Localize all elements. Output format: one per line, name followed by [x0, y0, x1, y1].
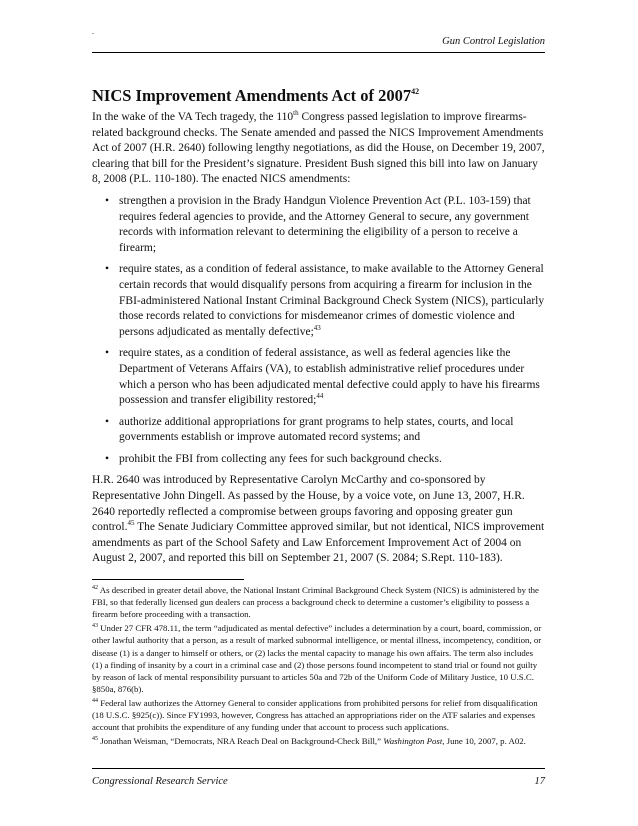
page-content [92, 86, 545, 749]
footnote-text-end: , June 10, 2007, p. A02. [442, 736, 526, 747]
footnote-ref-45[interactable]: 45 [127, 519, 135, 528]
footnote-text: As described in greater detail above, the National Instant Criminal Background Check System (NICS) is administered by the FBI, so that federally licensed gun dealers can process a background check to determine a customer’s eligibility to possess a firearm before proceeding with a transaction. [92, 585, 539, 620]
list-item [92, 262, 545, 340]
stray-mark: . [92, 27, 94, 36]
list-item [92, 346, 545, 408]
closing-paragraph [92, 473, 545, 567]
footnote-ref-42[interactable]: 42 [411, 87, 420, 96]
intro-paragraph [92, 110, 545, 188]
footnote-text: Under 27 CFR 478.11, the term “adjudicated as mental defective” includes a determination by a court, board, commission, or other lawful authority that a person, as a result of marked subnormal intelligence, or mental illness, incompetency, condition, or disease (1) is a danger to himself or others, or (2) lacks the mental capacity to manage his own affairs. The term also includes (1) a finding of insanity by a court in a criminal case and (2) those persons found incompetent to stand trial or found not guilty by reason of lack of mental responsibility pursuant to articles 50a and 72b of the Uniform Code of Military Justice, 10 U.S.C. §850a, 876(b). [92, 623, 542, 694]
footer-organization: Congressional Research Service [92, 776, 228, 787]
list-item-text: strengthen a provision in the Brady Handgun Violence Prevention Act (P.L. 103-159) that requires federal agencies to provide, and the Attorney General to secure, any government records with information relevant to determining the eligibility of a person to receive a firearm; [119, 194, 531, 254]
list-item-text: require states, as a condition of federal assistance, to make available to the Attorney General certain records that would disqualify persons from acquiring a firearm for inclusion in the FBI-administered National Instant Criminal Background Check System (NICS), particularly those records related to convictions for misdemeanor crimes of domestic violence and persons adjudicated as mentally defective; [119, 263, 545, 338]
ordinal-suffix: th [293, 109, 299, 117]
list-item-text: require states, as a condition of federal assistance, as well as federal agencies like the Department of Veterans Affairs (VA), to establish administrative relief procedures under which a person who has been adjudicated mental defective could apply to have his firearms possession and transfer eligibility restored; [119, 347, 540, 407]
running-header: Gun Control Legislation [442, 36, 545, 47]
footnote-number: 42 [92, 585, 98, 592]
publication-title: Washington Post [383, 736, 443, 747]
section-title [92, 86, 545, 106]
bullet-icon: • [105, 347, 110, 360]
list-item [92, 194, 545, 256]
header-rule [92, 52, 545, 53]
list-item [92, 452, 545, 468]
footnote-text: Federal law authorizes the Attorney General to consider applications from prohibited persons for relief from disqualification (18 U.S.C. §925(c)). Since FY1993, however, Congress has attached an appropriations rider on the ATF salaries and expenses account that prohibits the expenditure of any funding under that account to process such applications. [92, 697, 538, 733]
list-item [92, 415, 545, 446]
footnote-text: Jonathan Weisman, “Democrats, NRA Reach Deal on Background-Check Bill,” [100, 736, 384, 747]
intro-text-b: Congress passed legislation to improve firearms-related background checks. The Senate amended and passed the NICS Improvement Amendments Act of 2007 (H.R. 2640) following lengthy negotiations, as did the House, on December 19, 2007, clearing that bill for the President’s signature. President Bush signed this bill into law on January 8, 2008 (P.L. 110-180). The enacted NICS amendments: [92, 111, 545, 186]
footnote-43 [92, 622, 545, 695]
intro-text-a: In the wake of the VA Tech tragedy, the 110 [92, 111, 294, 123]
footnote-divider [92, 579, 244, 580]
page-number: 17 [534, 776, 545, 787]
closing-text-a: H.R. 2640 was introduced by Representative Carolyn McCarthy and co-sponsored by Representative John Dingell. As passed by the House, by a voice vote, on June 13, 2007, H.R. 2640 reportedly reflected a compromise between groups favoring and opposing greater gun control. [92, 474, 525, 534]
bullet-icon: • [105, 194, 110, 207]
bullet-icon: • [105, 415, 110, 428]
footnote-42 [92, 584, 545, 620]
footnote-number: 43 [92, 623, 98, 630]
footer-rule [92, 768, 545, 769]
bullet-icon: • [105, 263, 110, 276]
closing-text-b: The Senate Judiciary Committee approved similar, but not identical, NICS improvement amendments as part of the School Safety and Law Enforcement Improvement Act of 2004 on August 2, 2007, and reported this bill on September 21, 2007 (S. 2084; S.Rept. 110-183). [92, 521, 545, 565]
footnote-number: 45 [92, 736, 98, 743]
footnote-ref-44[interactable]: 44 [316, 392, 324, 401]
list-item-text: prohibit the FBI from collecting any fees for such background checks. [119, 452, 442, 465]
footnote-44 [92, 697, 545, 733]
list-item-text: authorize additional appropriations for grant programs to help states, courts, and local governments establish or improve automated record systems; and [119, 415, 514, 444]
footnote-ref-43[interactable]: 43 [313, 323, 321, 332]
footnote-45 [92, 735, 545, 747]
footnote-number: 44 [92, 697, 98, 704]
amendments-list [92, 194, 545, 468]
section-title-text: NICS Improvement Amendments Act of 2007 [92, 86, 412, 105]
bullet-icon: • [105, 452, 110, 465]
